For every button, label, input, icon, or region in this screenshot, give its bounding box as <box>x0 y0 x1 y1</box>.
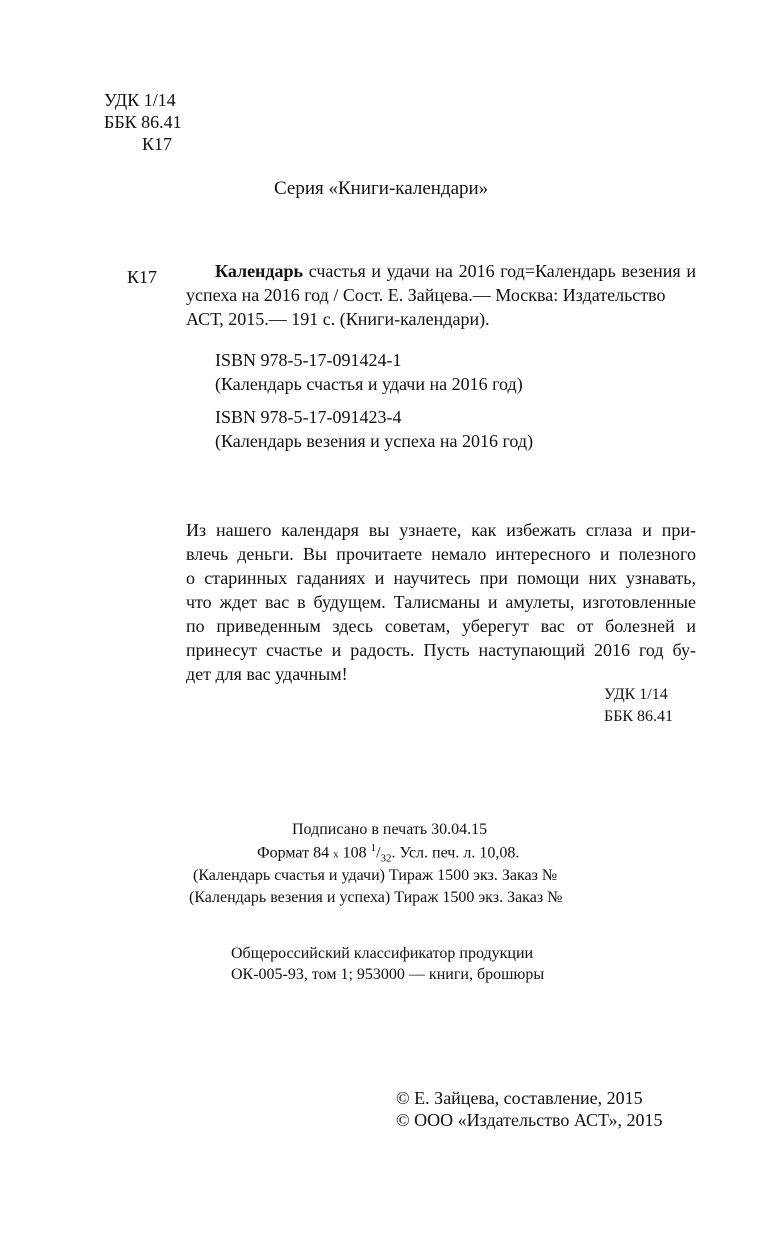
annotation-udk: УДК 1/14 <box>604 686 668 703</box>
annotation-text: по приведенным здесь советам, уберегут вас от болезней и <box>186 616 696 636</box>
header-bbk: ББК 86.41 <box>104 112 182 132</box>
imprint-signed: Подписано в печать 30.04.15 <box>292 821 488 838</box>
annotation-line <box>186 518 696 542</box>
annotation-line <box>186 542 696 566</box>
imprint-run-1: (Календарь счастья и удачи) Тираж 1500 экз. Заказ № <box>193 867 558 884</box>
annotation-text: дет для вас удачным! <box>186 664 348 684</box>
isbn-1: ISBN 978-5-17-091424-1 <box>215 350 402 370</box>
annotation-line <box>186 566 696 590</box>
annotation-text: принесут счастье и радость. Пусть наступающий 2016 год бу- <box>186 640 696 660</box>
header-k17: К17 <box>142 134 173 154</box>
format-slash: / <box>376 844 381 862</box>
isbn-2: ISBN 978-5-17-091423-4 <box>215 407 402 427</box>
catalog-line-3: АСТ, 2015.— 191 с. (Книги-календари). <box>186 309 490 329</box>
format-mid: 108 <box>338 844 371 862</box>
imprint-run-2: (Календарь везения и успеха) Тираж 1500 экз. Заказ № <box>189 889 563 906</box>
format-numerator: 1 <box>370 842 377 854</box>
imprint-format <box>257 842 519 865</box>
annotation-line <box>186 590 696 614</box>
annotation-line <box>186 614 696 638</box>
annotation-text: что ждет вас в будущем. Талисманы и амулеты, изготовленные <box>186 592 696 612</box>
format-prefix: Формат 84 <box>257 844 334 862</box>
format-times: x <box>333 848 339 861</box>
annotation-text: о старинных гаданиях и научитесь при помощи них узнавать, <box>186 568 696 588</box>
header-udk: УДК 1/14 <box>104 90 176 110</box>
catalog-title-bold: Календарь <box>215 261 304 281</box>
isbn-1-note: (Календарь счастья и удачи на 2016 год) <box>215 374 523 394</box>
annotation <box>186 518 696 686</box>
copyright-line-1: © Е. Зайцева, составление, 2015 <box>396 1088 643 1108</box>
catalog-line-1 <box>186 259 696 283</box>
annotation-text: Из нашего календаря вы узнаете, как избежать сглаза и при- <box>186 520 696 540</box>
catalog-line-2: успеха на 2016 год / Сост. Е. Зайцева.— Москва: Издательство <box>186 285 666 305</box>
annotation-bbk: ББК 86.41 <box>604 708 674 725</box>
catalog-record <box>186 259 696 331</box>
catalog-line1-rest: счастья и удачи на 2016 год=Календарь везения и <box>303 261 696 281</box>
catalog-mark: К17 <box>127 267 158 287</box>
annotation-line <box>186 662 696 686</box>
annotation-text: влечь деньги. Вы прочитаете немало интересного и полезного <box>186 544 696 564</box>
copyright-line-2: © ООО «Издательство АСТ», 2015 <box>396 1110 663 1130</box>
classifier-line-2: ОК-005-93, том 1; 953000 — книги, брошюры <box>231 966 545 983</box>
format-suffix: . Усл. печ. л. 10,08. <box>391 844 520 862</box>
isbn-2-note: (Календарь везения и успеха на 2016 год) <box>215 431 534 451</box>
series-title: Серия «Книги-календари» <box>274 178 489 199</box>
annotation-line <box>186 638 696 662</box>
classifier-line-1: Общероссийский классификатор продукции <box>231 945 534 962</box>
format-denominator: 32 <box>380 852 392 865</box>
